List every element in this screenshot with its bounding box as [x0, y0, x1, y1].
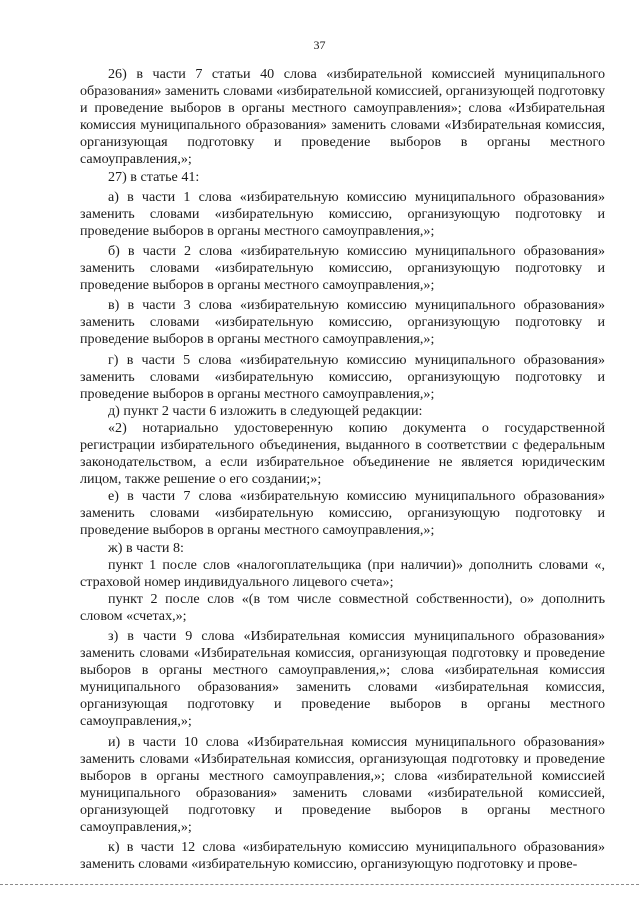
page-number: 37: [313, 38, 326, 52]
paragraph-27-e: е) в части 7 слова «избирательную комиссию муниципального образования» заменить словами «избирательную комиссию, организующую подготовку и проведение выборов в органы местного самоуправления,»;: [80, 488, 605, 539]
paragraph-27-i: и) в части 10 слова «Избирательная комиссия муниципального образования» заменить словами «Избирательная комиссия, организующая подготовку и проведение выборов в органы местного самоуправления,»; слова «избирательной комиссией муниципального образования» заменить словами «избирательной комиссией, организующей подготовку и проведение выборов в органы местного самоуправления,»;: [80, 733, 605, 836]
paragraph-27-zh-1: пункт 1 после слов «налогоплательщика (при наличии)» дополнить словами «, страховой номер индивидуального лицевого счета»;: [80, 556, 605, 590]
paragraph-27-d: д) пункт 2 части 6 изложить в следующей редакции:: [108, 402, 423, 419]
paragraph-27: 27) в статье 41:: [108, 168, 200, 185]
document-body: [80, 66, 605, 873]
paragraph-27-b: б) в части 2 слова «избирательную комиссию муниципального образования» заменить словами «избирательную комиссию, организующую подготовку и проведение выборов в органы местного самоуправления,»;: [80, 242, 605, 294]
paragraph-27-zh: ж) в части 8:: [108, 539, 184, 556]
paragraph-27-g: г) в части 5 слова «избирательную комиссию муниципального образования» заменить словами «избирательную комиссию, организующую подготовку и проведение выборов в органы местного самоуправления,»;: [80, 351, 605, 402]
paragraph-27-z: з) в части 9 слова «Избирательная комиссия муниципального образования» заменить словами «Избирательная комиссия, организующая подготовку и проведение выборов в органы местного самоуправления,»; слова «избирательная комиссия муниципального образования» заменить словами «избирательная комиссия, организующая подготовку и проведение выборов в органы местного самоуправления,»;: [80, 628, 605, 730]
paragraph-26: 26) в части 7 статьи 40 слова «избирательной комиссией муниципального образования» заменить словами «избирательной комиссией, организующей подготовку и проведение выборов в органы местного самоуправления»; слова «Избирательная комиссия муниципального образования» заменить словами «Избирательная комиссия, организующая подготовку и проведение выборов в органы местного самоуправления,»;: [80, 66, 606, 168]
paragraph-27-v: в) в части 3 слова «избирательную комиссию муниципального образования» заменить словами «избирательную комиссию, организующую подготовку и проведение выборов в органы местного самоуправления,»;: [80, 297, 605, 348]
paragraph-27-d-text: «2) нотариально удостоверенную копию документа о государственной регистрации избирательного объединения, выданного в соответствии с федеральным законодательством, а если избирательное объединение не является юридическим лицом, также решение о его создании;»;: [80, 419, 605, 488]
scan-edge-divider: [0, 884, 639, 885]
paragraph-27-a: а) в части 1 слова «избирательную комиссию муниципального образования» заменить словами «избирательную комиссию, организующую подготовку и проведение выборов в органы местного самоуправления,»;: [80, 188, 605, 239]
paragraph-27-zh-2: пункт 2 после слов «(в том числе совместной собственности), о» дополнить словом «счетах,»;: [80, 590, 605, 624]
paragraph-27-k: к) в части 12 слова «избирательную комиссию муниципального образования» заменить словами «избирательную комиссию, организующую подготовку и прове-: [80, 839, 605, 873]
